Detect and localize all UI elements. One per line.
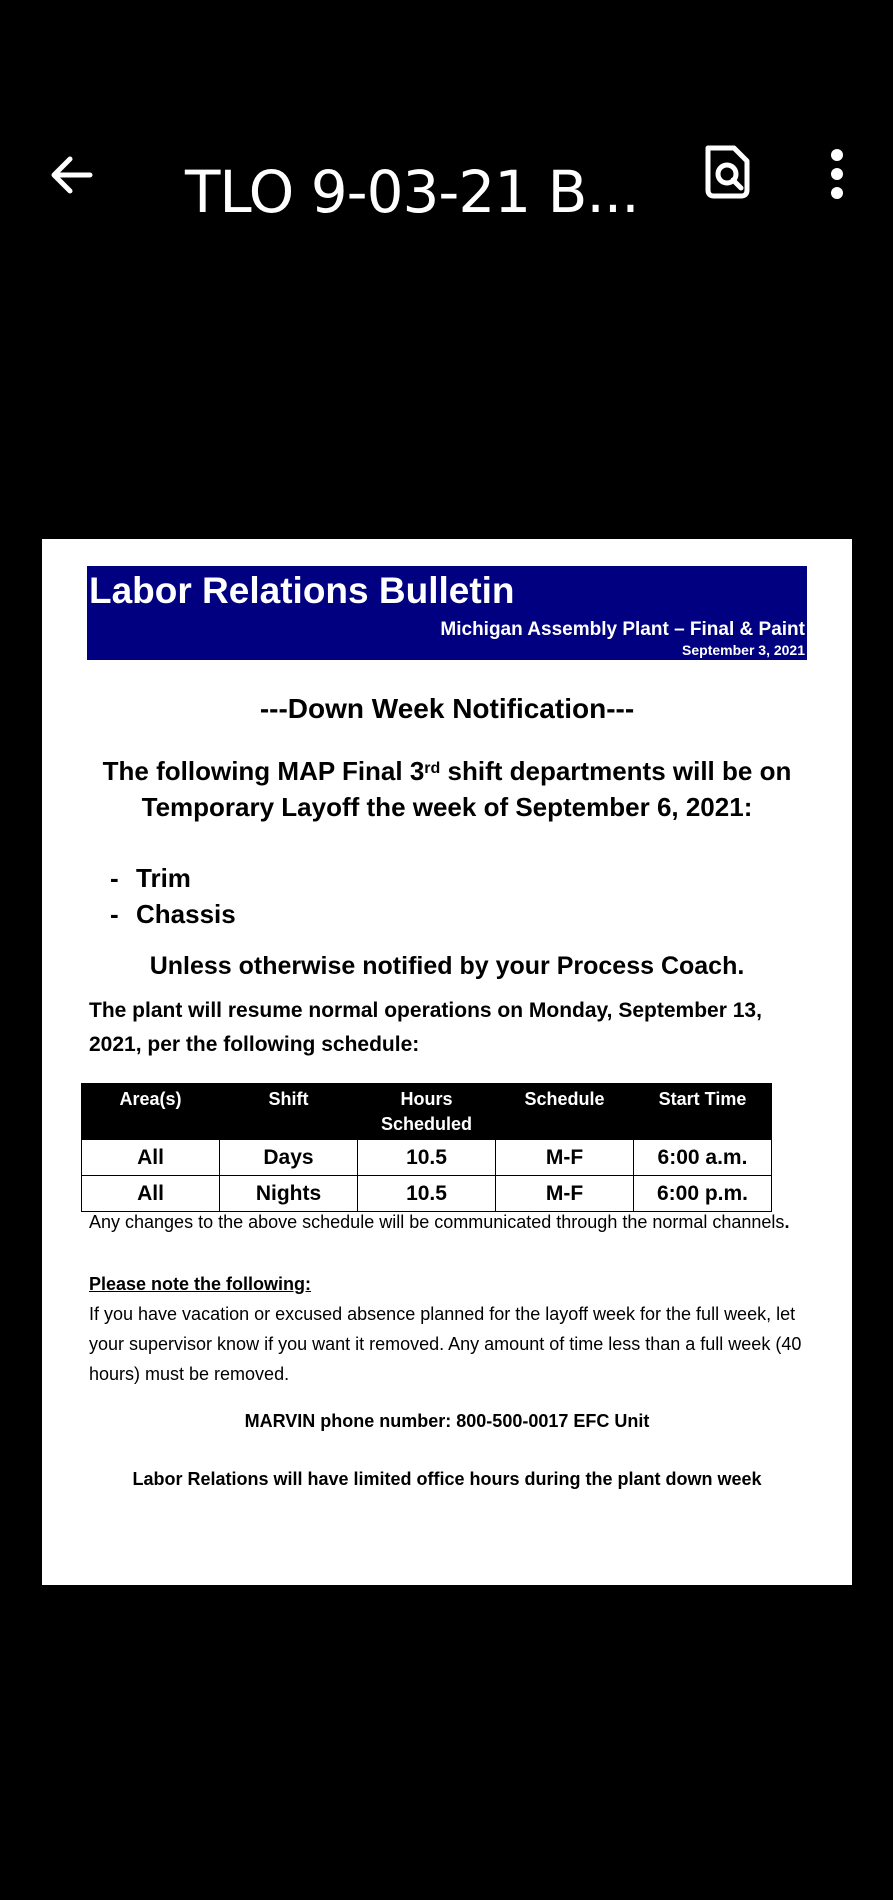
lead-line-2: Temporary Layoff the week of September 6, 2021: [141, 792, 753, 822]
note-heading: Please note the following: [89, 1274, 312, 1294]
column-header: Shift [220, 1084, 358, 1140]
list-dash: - [110, 863, 119, 893]
list-item [110, 860, 236, 896]
changes-text: Any changes to the above schedule will be communicated through the normal channels [89, 1212, 785, 1232]
table-header-row [82, 1084, 772, 1140]
table-cell: All [82, 1176, 220, 1212]
column-header: Area(s) [82, 1084, 220, 1140]
app-bar [0, 0, 893, 380]
table-cell: 6:00 a.m. [634, 1140, 772, 1176]
column-header: Start Time [634, 1084, 772, 1140]
list-item [110, 896, 236, 932]
find-in-document-button[interactable] [700, 142, 755, 202]
office-hours-note: Labor Relations will have limited office hours during the plant down week [132, 1469, 762, 1489]
table-cell: M-F [496, 1140, 634, 1176]
table-cell: 6:00 p.m. [634, 1176, 772, 1212]
department-name: Trim [136, 863, 191, 893]
lead-text-2: shift departments will be on [440, 756, 792, 786]
back-button[interactable] [42, 145, 102, 205]
marvin-phone: MARVIN phone number: 800-500-0017 EFC Unit [244, 1411, 650, 1431]
list-dash: - [110, 899, 119, 929]
layoff-announcement [42, 753, 852, 825]
changes-period: . [784, 1212, 790, 1232]
notification-heading: ---Down Week Notification--- [259, 693, 635, 724]
process-coach-note: Unless otherwise notified by your Process Coach. [149, 952, 745, 980]
table-row [82, 1176, 772, 1212]
arrow-left-icon [42, 145, 102, 205]
banner-date: September 3, 2021 [682, 642, 805, 658]
table-cell: Days [220, 1140, 358, 1176]
table-cell: 10.5 [358, 1140, 496, 1176]
column-header: Hours Scheduled [358, 1084, 496, 1140]
table-cell: Nights [220, 1176, 358, 1212]
lead-text-1: The following MAP Final 3 [102, 756, 425, 786]
schedule-changes-note [89, 1209, 809, 1235]
bulletin-banner [87, 566, 807, 660]
department-name: Chassis [136, 899, 236, 929]
lead-superscript: rd [424, 760, 441, 777]
table-cell: M-F [496, 1176, 634, 1212]
table-row [82, 1140, 772, 1176]
table-cell: 10.5 [358, 1176, 496, 1212]
banner-title: Labor Relations Bulletin [89, 570, 515, 611]
note-body: If you have vacation or excused absence planned for the layoff week for the full week, let your supervisor know if you want it removed. Any amount of time less than a full week (40 hours) must be removed. [89, 1304, 802, 1384]
banner-subtitle: Michigan Assembly Plant – Final & Paint [440, 619, 805, 640]
table-cell: All [82, 1140, 220, 1176]
document-title: TLO 9-03-21 B... [185, 158, 639, 226]
department-list [110, 860, 236, 932]
find-in-document-icon [700, 142, 755, 202]
more-vert-icon [812, 145, 862, 205]
column-header: Schedule [496, 1084, 634, 1140]
resume-operations-text: The plant will resume normal operations on Monday, September 13, 2021, per the following schedule: [89, 999, 762, 1056]
schedule-table [81, 1083, 772, 1212]
more-options-button[interactable] [812, 145, 862, 205]
document-page [42, 539, 852, 1585]
